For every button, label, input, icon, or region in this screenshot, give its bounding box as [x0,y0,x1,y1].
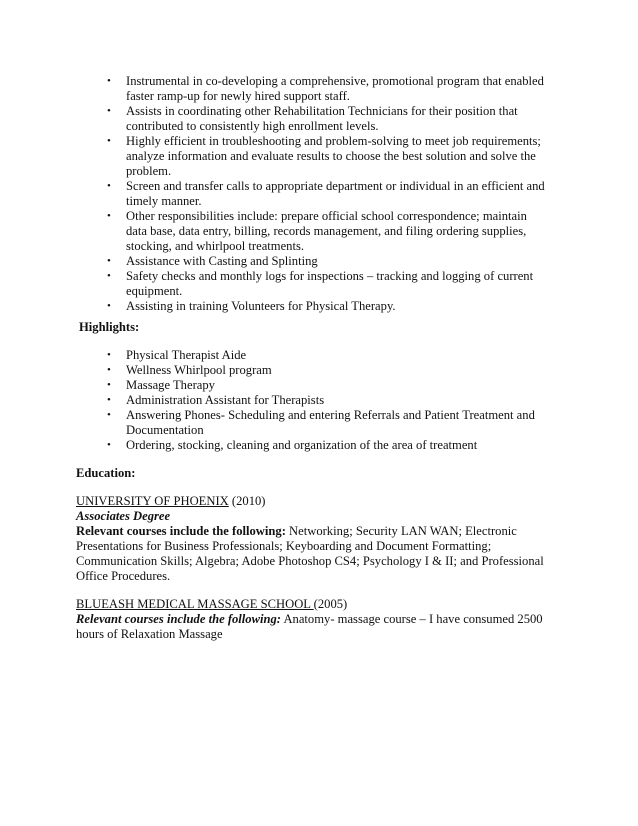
bullet-icon: • [107,349,111,361]
courses-label: Relevant courses include the following: [76,612,281,626]
courses-text: Anatomy- massage course – I have consumed 2500 hours of Relaxation Massage [76,612,543,641]
list-item [107,378,550,393]
highlight-text: Answering Phones- Scheduling and entering Referrals and Patient Treatment and Documentation [126,408,535,437]
school-name: BLUEASH MEDICAL MASSAGE SCHOOL [76,597,314,611]
list-item [107,438,550,453]
list-item [107,134,550,179]
education-heading: Education: [76,466,136,480]
bullet-icon: • [107,394,111,406]
courses-label: Relevant courses include the following: [76,524,286,538]
highlight-text: Ordering, stocking, cleaning and organization of the area of treatment [126,438,478,452]
highlights-list [107,348,550,453]
bullet-icon: • [107,409,111,421]
list-item [107,393,550,408]
duty-text: Assisting in training Volunteers for Physical Therapy. [126,299,396,313]
school-name: UNIVERSITY OF PHOENIX [76,494,229,508]
duty-text: Other responsibilities include: prepare official school correspondence; maintain data base, data entry, billing, records management, and filing ordering supplies, stocking, and whirlpool treatments. [126,209,527,253]
bullet-icon: • [107,379,111,391]
bullet-icon: • [107,135,111,147]
list-item [107,209,550,254]
list-item [107,179,550,209]
bullet-icon: • [107,105,111,117]
list-item [107,254,550,269]
bullet-icon: • [107,300,111,312]
courses-text: Networking; Security LAN WAN; Electronic Presentations for Business Professionals; Keyboarding and Document Formatting; Communication Skills; Algebra; Adobe Photoshop CS4; Psychology I & II; and Professional Office Procedures. [76,524,544,583]
duty-text: Assistance with Casting and Splinting [126,254,318,268]
bullet-icon: • [107,270,111,282]
list-item [107,363,550,378]
highlight-text: Wellness Whirlpool program [126,363,272,377]
courses-paragraph [76,612,554,642]
list-item [107,74,550,104]
school-line [76,597,554,612]
duty-text: Highly efficient in troubleshooting and problem-solving to meet job requirements; analyze information and evaluate results to choose the best solution and solve the problem. [126,134,541,178]
bullet-icon: • [107,255,111,267]
list-item [107,348,550,363]
highlight-text: Physical Therapist Aide [126,348,247,362]
school-line [76,494,554,509]
school-year: (2010) [228,494,266,508]
bullet-icon: • [107,210,111,222]
highlights-heading: Highlights: [79,320,140,334]
bullet-icon: • [107,75,111,87]
bullet-icon: • [107,364,111,376]
duty-text: Assists in coordinating other Rehabilitation Technicians for their position that contributed to consistently high enrollment levels. [126,104,518,133]
degree-title: Associates Degree [76,509,171,523]
courses-paragraph [76,524,554,584]
list-item [107,299,550,314]
education-entry-phoenix [76,494,554,584]
education-entry-blueash [76,597,554,642]
list-item [107,104,550,134]
duties-list [107,74,550,314]
bullet-icon: • [107,439,111,451]
school-year: (2005) [313,597,348,611]
highlight-text: Massage Therapy [126,378,215,392]
highlight-text: Administration Assistant for Therapists [126,393,325,407]
bullet-icon: • [107,180,111,192]
list-item [107,408,550,438]
duty-text: Safety checks and monthly logs for inspections – tracking and logging of current equipment. [126,269,534,298]
list-item [107,269,550,299]
duty-text: Instrumental in co-developing a comprehensive, promotional program that enabled faster ramp-up for newly hired support staff. [126,74,544,103]
duty-text: Screen and transfer calls to appropriate department or individual in an efficient and timely manner. [126,179,545,208]
